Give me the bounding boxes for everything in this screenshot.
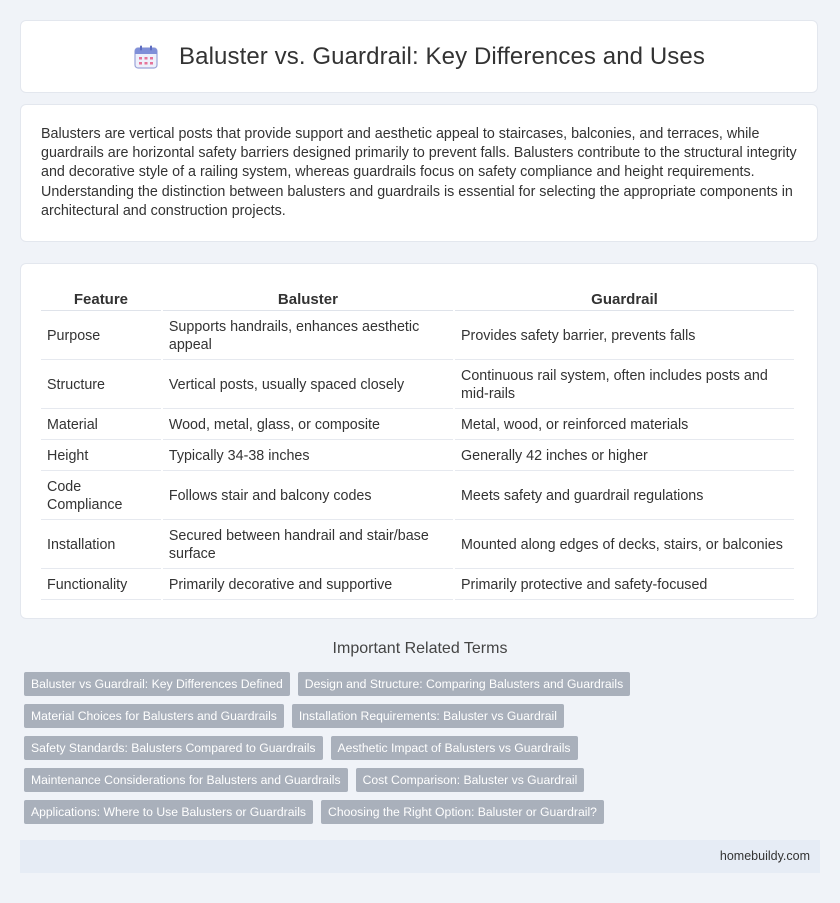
tag-row [24,768,824,792]
table-row [41,442,794,471]
tag-row [24,736,824,760]
intro-paragraph: Balusters are vertical posts that provide support and aesthetic appeal to staircases, balconies, and terraces, while guardrails are horizontal safety barriers designed primarily to prevent falls. Balusters contribute to the structural integrity and decorative style of a railing system, whereas guardrails focus on safety compliance and height requirements. Understanding the distinction between balusters and guardrails is essential for selecting the appropriate components in architectural and construction projects. [41,126,797,219]
related-terms-title: Important Related Terms [332,640,508,657]
feature-cell: Structure [41,362,161,409]
table-header-row [41,288,794,311]
header-baluster: Baluster [163,288,453,311]
baluster-cell: Secured between handrail and stair/base surface [163,522,453,569]
guardrail-cell: Primarily protective and safety-focused [455,571,794,600]
guardrail-cell: Provides safety barrier, prevents falls [455,313,794,360]
baluster-cell: Vertical posts, usually spaced closely [163,362,453,409]
baluster-cell: Supports handrails, enhances aesthetic appeal [163,313,453,360]
header-guardrail: Guardrail [455,288,794,311]
table-row [41,473,794,520]
guardrail-cell: Metal, wood, or reinforced materials [455,411,794,440]
baluster-cell: Typically 34-38 inches [163,442,453,471]
table-row [41,362,794,409]
page-title: Baluster vs. Guardrail: Key Differences and Uses [179,42,705,70]
title-card [20,20,818,93]
header-feature: Feature [41,288,161,311]
guardrail-cell: Continuous rail system, often includes posts and mid-rails [455,362,794,409]
related-term-tag[interactable]: Aesthetic Impact of Balusters vs Guardrails [331,736,578,760]
comparison-card [20,263,818,619]
table-row [41,313,794,360]
table-row [41,411,794,440]
related-term-tag[interactable]: Maintenance Considerations for Balusters and Guardrails [24,768,348,792]
guardrail-cell: Generally 42 inches or higher [455,442,794,471]
related-term-tag[interactable]: Safety Standards: Balusters Compared to Guardrails [24,736,323,760]
comparison-table [39,286,796,602]
guardrail-cell: Meets safety and guardrail regulations [455,473,794,520]
tag-row [24,800,824,824]
feature-cell: Installation [41,522,161,569]
baluster-cell: Follows stair and balcony codes [163,473,453,520]
feature-cell: Height [41,442,161,471]
footer-site-link[interactable]: homebuildy.com [719,849,810,863]
footer [20,840,820,873]
related-term-tag[interactable]: Installation Requirements: Baluster vs Guardrail [292,704,564,728]
related-term-tag[interactable]: Cost Comparison: Baluster vs Guardrail [356,768,585,792]
baluster-cell: Primarily decorative and supportive [163,571,453,600]
baluster-cell: Wood, metal, glass, or composite [163,411,453,440]
feature-cell: Functionality [41,571,161,600]
tag-row [24,672,824,696]
tag-row [24,704,824,728]
related-term-tag[interactable]: Material Choices for Balusters and Guardrails [24,704,284,728]
related-term-tag[interactable]: Choosing the Right Option: Baluster or Guardrail? [321,800,604,824]
table-row [41,522,794,569]
feature-cell: Material [41,411,161,440]
guardrail-cell: Mounted along edges of decks, stairs, or balconies [455,522,794,569]
related-terms-list [24,672,824,832]
feature-cell: Code Compliance [41,473,161,520]
intro-card [20,104,818,242]
feature-cell: Purpose [41,313,161,360]
calendar-icon [133,44,159,70]
related-term-tag[interactable]: Design and Structure: Comparing Balusters and Guardrails [298,672,630,696]
related-term-tag[interactable]: Applications: Where to Use Balusters or Guardrails [24,800,313,824]
related-term-tag[interactable]: Baluster vs Guardrail: Key Differences Defined [24,672,290,696]
table-row [41,571,794,600]
